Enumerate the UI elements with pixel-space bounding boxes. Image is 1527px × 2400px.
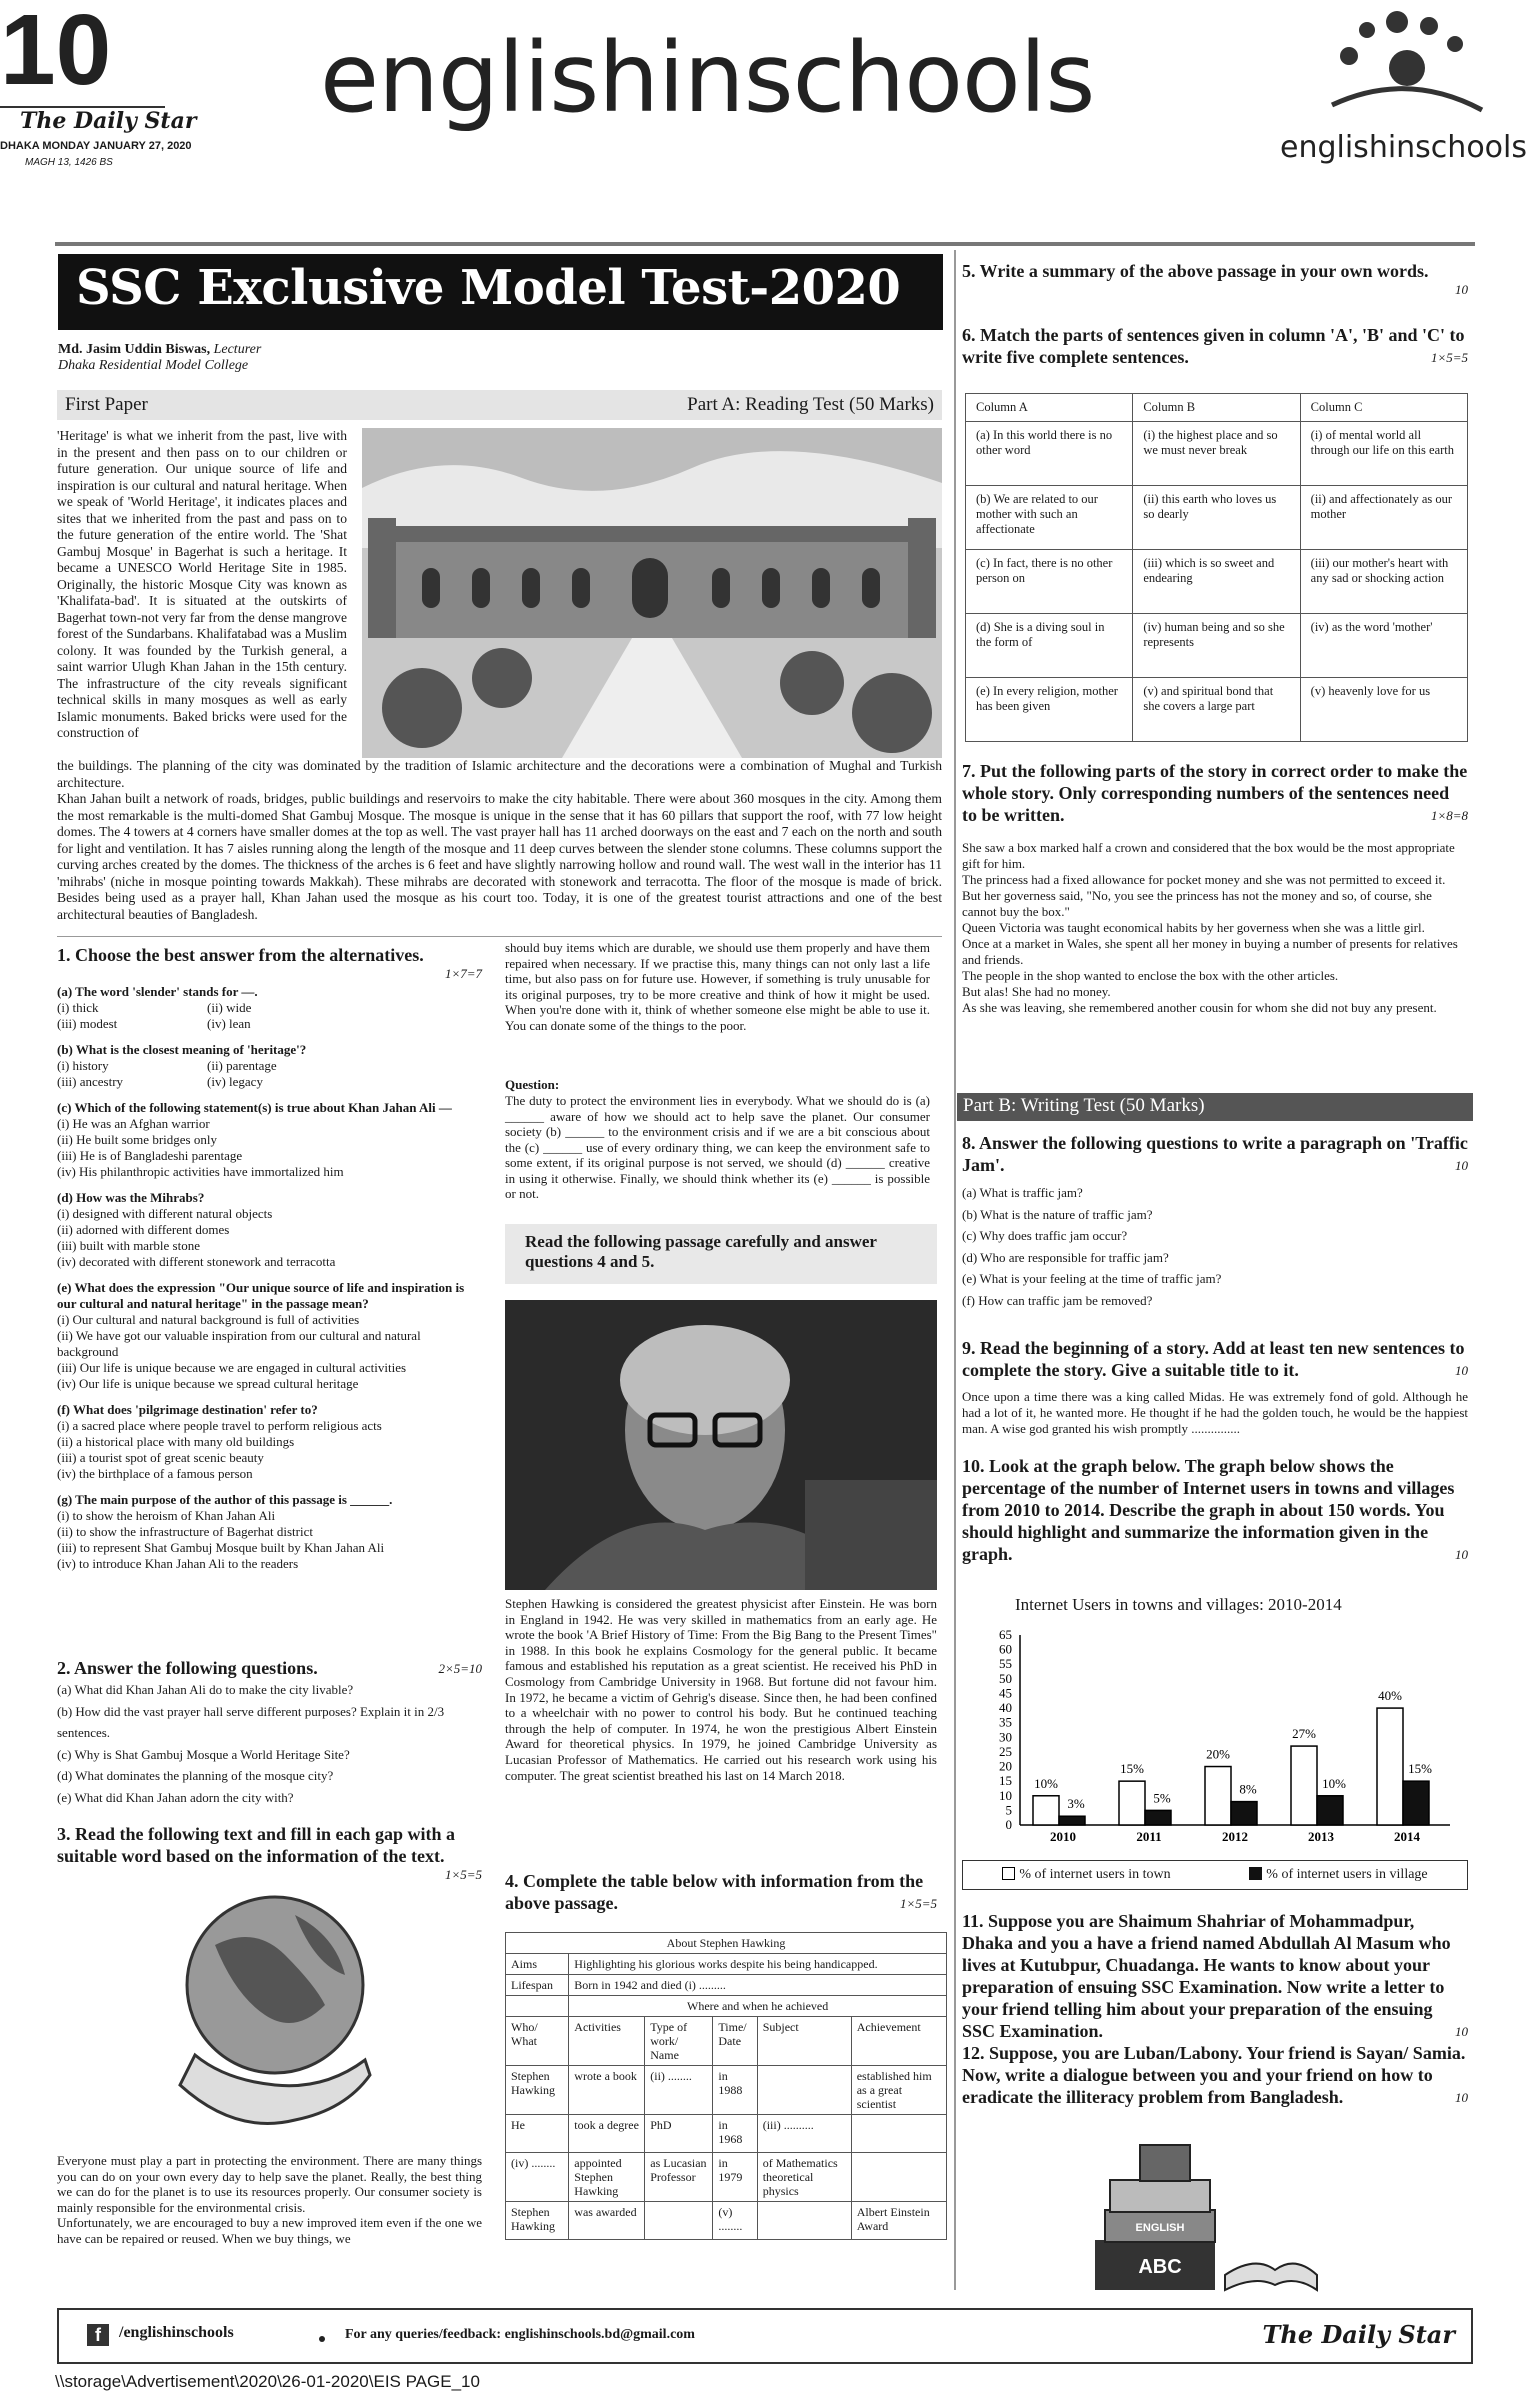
question-3 [57,1823,482,1883]
q6-marks: 1×5=5 [1430,350,1468,365]
bangla-date: MAGH 13, 1426 BS [25,157,113,168]
q8-item: (a) What is traffic jam? [962,1185,1083,1200]
q8-title: 8. Answer the following questions to write a paragraph on 'Traffic Jam'. [962,1133,1468,1175]
x-tick-label: 2012 [1222,1829,1248,1844]
q8-item: (f) How can traffic jam be removed? [962,1292,1153,1308]
table-header-cell: Time/ Date [713,2017,757,2066]
story-line: But alas! She had no money. [962,984,1111,999]
story-line: She saw a box marked half a crown and considered that the box would be the most appropriate gift for him. [962,840,1455,871]
bar-value-label: 15% [1408,1761,1432,1777]
mosque-photo [362,428,942,758]
bar-village [1403,1781,1429,1825]
book-label-abc: ABC [1138,2256,1182,2278]
q1-option: (ii) adorned with different domes [57,1222,230,1237]
match-cell: (i) the highest place and so we must never break [1133,422,1300,486]
q3-question-label: Question: [505,1077,560,1092]
y-tick-label: 45 [999,1685,1012,1701]
column-divider [954,250,956,2290]
q1-item [57,1280,482,1392]
match-cell: (iii) which is so sweet and endearing [1133,550,1300,614]
table-cell: was awarded [569,2202,645,2240]
passage-hawking: Stephen Hawking is considered the greatest physicist after Einstein. He was born in England in 1942. He was very skilled in mathematics from an early age. He wrote the book 'A Brief History of Time: From the Big Bang to the Present Times" in 1988. In this book he explains Cosmology for the general public. It became famous and established his reputation as a great scientist. He received his PhD in Cosmology from Cambridge University in 1968. But fortune did not favour him. In 1972, he became a victim of Gehrig's disease. Since then, he had been confined to a wheelchair with no power to control his body. But he continued teaching through the help of computer. In 1974, he won the prestigious Albert Einstein Award for theoretical physics. In 1979, he joined Cambridge University as Lucasian Professor of Mathematics. He carried out his research work using his computer. The great scientist breathed his last on 14 March 2018. [505,1596,937,1783]
table-cell: (ii) ........ [645,2066,713,2115]
bar-value-label: 15% [1120,1761,1144,1777]
q1-opts [57,1508,482,1572]
q1-question: (c) Which of the following statement(s) is true about Khan Jahan Ali — [57,1100,452,1115]
q7-title: 7. Put the following parts of the story in correct order to make the whole story. Only corresponding numbers of the sentences need to be written. [962,761,1468,825]
page-number: 10 [0,0,112,106]
q1-option: (iv) His philanthropic activities have immortalized him [57,1164,344,1179]
q1-option: (iii) to represent Shat Gambuj Mosque built by Khan Jahan Ali [57,1540,385,1555]
bar-village [1145,1810,1171,1825]
q2-item: (e) What did Khan Jahan adorn the city with? [57,1789,294,1805]
table-header-cell: Achievement [851,2017,946,2066]
lifespan-value: Born in 1942 and died (i) ......... [569,1975,947,1996]
q1-option: (ii) He built some bridges only [57,1132,217,1147]
facebook-link[interactable]: /englishinschools [119,2324,234,2341]
contact-email: For any queries/feedback: englishinschools.bd@gmail.com [345,2327,695,2342]
table-row [506,2066,947,2115]
question-1 [57,944,482,1572]
q1-option: (iv) the birthplace of a famous person [57,1466,253,1481]
q2-list [57,1679,482,1808]
q1-opts [57,1418,482,1482]
q1-option: (iii) He is of Bangladeshi parentage [57,1148,243,1163]
question-5 [962,260,1468,298]
table-body [506,2066,947,2240]
q1-option: (iv) decorated with different stonework and terracotta [57,1254,336,1269]
bar-value-label: 20% [1206,1746,1230,1762]
match-cell: (v) heavenly love for us [1300,678,1467,742]
q1-option: (i) a sacred place where people travel to perform religious acts [57,1418,382,1433]
match-body [966,422,1468,742]
y-tick-label: 25 [999,1743,1012,1759]
match-header-cell: Column A [966,394,1133,422]
table-cell: Stephen Hawking [506,2202,569,2240]
bar-value-label: 40% [1378,1688,1402,1704]
q2-item: (c) Why is Shat Gambuj Mosque a World Heritage Site? [57,1746,350,1762]
q10-marks: 10 [1455,1547,1468,1562]
table-cell: (iii) .......... [757,2115,851,2153]
q2-item: (b) How did the vast prayer hall serve different purposes? Explain it in 2/3 sentences. [57,1703,445,1740]
q1-question: (b) What is the closest meaning of 'heritage'? [57,1042,307,1057]
where-when-label: Where and when he achieved [569,1996,947,2017]
table-cell: in 1988 [713,2066,757,2115]
brand-logo-text: englishinschools [1280,130,1527,165]
table-row [506,2202,947,2240]
y-tick-label: 65 [999,1627,1012,1642]
match-header-cell: Column B [1133,394,1300,422]
q1-item [57,1100,482,1180]
match-row [966,678,1468,742]
q2-item: (d) What dominates the planning of the mosque city? [57,1768,334,1783]
x-tick-label: 2013 [1308,1829,1334,1844]
file-path: \\storage\Advertisement\2020\26-01-2020\EIS PAGE_10 [55,2372,480,2391]
table-cell: (iv) ........ [506,2153,569,2202]
q5-title: 5. Write a summary of the above passage in your own words. [962,261,1429,281]
question-10 [962,1455,1468,1563]
internet-users-chart [965,1625,1468,1844]
q1-opts [57,1312,482,1392]
bar-value-label: 5% [1153,1790,1171,1806]
q1-option: (ii) parentage [207,1058,277,1073]
bar-value-label: 8% [1239,1781,1257,1797]
book-label-english: ENGLISH [1135,2222,1185,2234]
header-rule [55,242,1475,246]
q1-question: (a) The word 'slender' stands for —. [57,984,258,999]
y-tick-label: 50 [999,1670,1012,1686]
q12-marks: 10 [1455,2090,1468,2105]
q1-opts [57,1058,482,1090]
q1-option: (iv) to introduce Khan Jahan Ali to the readers [57,1556,299,1571]
q3-text: Everyone must play a part in protecting the environment. There are many things you can do on your own every day to help save the planet. Really, the best thing we can do for the planet is to use its resources properly. Our consumer society is mainly responsible for the environmental crisis. Unfortunately, we are encouraged to buy a new improved item even if the one we have can be repaired or reused. When we buy things, we [57,2153,482,2246]
q7-marks: 1×8=8 [1430,808,1468,823]
q9-title: 9. Read the beginning of a story. Add at least ten new sentences to complete the story. Give a suitable title to it. [962,1338,1465,1380]
match-row [966,614,1468,678]
table-cell: established him as a great scientist [851,2066,946,2115]
table-cell: appointed Stephen Hawking [569,2153,645,2202]
table-cell: in 1979 [713,2153,757,2202]
y-tick-label: 20 [999,1758,1012,1774]
q1-question: (e) What does the expression "Our unique source of life and inspiration is our cultural and natural heritage" in the passage mean? [57,1280,465,1311]
x-tick-label: 2014 [1394,1829,1420,1844]
bar-town [1205,1767,1231,1825]
legend-town-label: % of internet users in town [1019,1867,1171,1882]
q1-title: 1. Choose the best answer from the alternatives. [57,945,424,965]
table-cell: He [506,2115,569,2153]
q1-opts [57,1000,482,1032]
q1-option: (i) to show the heroism of Khan Jahan Ali [57,1508,276,1523]
match-header-row [966,394,1468,422]
q1-option: (i) He was an Afghan warrior [57,1116,210,1131]
y-tick-label: 35 [999,1714,1012,1730]
y-tick-label: 0 [1005,1817,1012,1832]
q8-item: (e) What is your feeling at the time of traffic jam? [962,1271,1222,1286]
q8-list [962,1182,1468,1311]
byline [58,342,261,374]
legend-town [1002,1867,1170,1883]
footer-box [57,2308,1473,2364]
q1-option: (iii) ancestry [57,1074,124,1089]
question-7 [962,760,1468,824]
passage-heritage-full: the buildings. The planning of the city was dominated by the tradition of Islamic architecture and the decorations were a combination of Mughal and Turkish architecture. Khan Jahan built a network of roads, bridges, public buildings and reservoirs to make the city habitable. There were about 360 mosques in the city. Among them the most remarkable is the multi-domed Shat Gambuj Mosque. The mosque is unique in the sense that it has 60 pillars that support the roof, with 77 low height domes. The 4 towers at 4 corners have smaller domes at the top as well. The vast prayer hall has 11 arched doorways on the east and 7 each on the north and south for light and ventilation. It has 7 aisles running along the length of the mosque and 11 deep curves between the slender stone columns. These columns support the curving arches created by the domes. The thickness of the arches is 6 feet and have slightly narrowing hollow and round wall. The west wall in the interior has 11 'mihrabs' (niche in mosque pointing towards Makkah). These mihrabs are decorated with stonework and terracotta. The floor of the mosque is made of brick. Besides being used as a prayer hall, Khan Jahan used the mosque as his court too. Today, it is one of the greatest tourist attractions and one of the best architectural beauties of Bangladesh. [57,758,942,922]
match-row [966,486,1468,550]
y-tick-label: 5 [1005,1802,1012,1818]
match-cell: (c) In fact, there is no other person on [966,550,1133,614]
table-row [506,2153,947,2202]
q7-story-lines [962,840,1468,1016]
footer-daily-star: The Daily Star [1262,2320,1455,2349]
table-cell: in 1968 [713,2115,757,2153]
passage2-header: Read the following passage carefully and answer questions 4 and 5. [505,1224,937,1284]
q3-text-continued: should buy items which are durable, we should use them properly and have them repaired when necessary. If we practise this, many things can not only last a life time, but also pass on for future use. However, if something is truly unusable for its original purposes, try to be more creative and think of how it might be used. When you're done with it, think of whether someone else might be able to use it. You can donate some of the things to the poor. [505,940,930,1033]
q5-marks: 10 [1455,282,1468,297]
q1-option: (ii) We have got our valuable inspiration from our cultural and natural background [57,1328,421,1359]
q2-title: 2. Answer the following questions. [57,1658,318,1678]
books-illustration [1085,2125,1320,2295]
x-tick-label: 2010 [1050,1829,1076,1844]
table-caption: About Stephen Hawking [506,1933,947,1954]
q1-question: (g) The main purpose of the author of this passage is ______. [57,1492,393,1507]
match-cell: (b) We are related to our mother with such an affectionate [966,486,1133,550]
q1-option: (iv) legacy [207,1074,263,1089]
bar-value-label: 3% [1067,1796,1085,1812]
table-cell: Albert Einstein Award [851,2202,946,2240]
facebook-icon: f [87,2324,109,2346]
match-cell: (i) of mental world all through our life on this earth [1300,422,1467,486]
match-row [966,550,1468,614]
match-table [965,393,1468,742]
chart-title: Internet Users in towns and villages: 2010-2014 [1015,1595,1342,1614]
brand-title: englishinschools [320,22,1095,134]
story-line: Queen Victoria was taught economical habits by her governess when she was a little girl. [962,920,1425,935]
q9-marks: 10 [1455,1363,1468,1378]
table-header-cell: Type of work/ Name [645,2017,713,2066]
q1-option: (i) history [57,1058,109,1073]
passage-heritage-wrap: 'Heritage' is what we inherit from the past, live with in the present and then pass on to our children or future generation. Our unique source of life and inspiration is our cultural and natural heritage. When we speak of 'World Heritage', it indicates places and sites that we inherited from the past and pass on to the future generation of the entire world. The 'Shat Gambuj Mosque' in Bagerhat is such a heritage. It became a UNESCO World Heritage Site in 1985. Originally, the historic Mosque City was known as 'Khalifata-bad'. It is situated at the outskirts of Bagerhat town-not very far from the dense mangrove forest of the Sundarbans. Khalifatabad was a Muslim colony. It was founded by the Turkish general, a saint warrior Ulugh Khan Jahan in the 15th century. The infrastructure of the city reveals significant technical skills in many mosques as well as early Islamic monuments. Baked bricks were used for the construction of [57,428,347,740]
question-6 [962,324,1468,366]
q11-marks: 10 [1455,2024,1468,2039]
q1-option: (i) Our cultural and natural background is full of activities [57,1312,360,1327]
q1-option: (iv) Our life is unique because we spread cultural heritage [57,1376,359,1391]
question-4 [505,1870,937,1912]
table-cell [645,2202,713,2240]
table-header-cell: Subject [757,2017,851,2066]
aims-label: Aims [506,1954,569,1975]
y-tick-label: 60 [999,1641,1012,1657]
q1-opts [57,1206,482,1270]
match-cell: (a) In this world there is no other word [966,422,1133,486]
table-header-row [506,2017,947,2066]
table-cell: wrote a book [569,2066,645,2115]
q2-item: (a) What did Khan Jahan Ali do to make the city livable? [57,1682,354,1697]
bar-town [1377,1708,1403,1825]
q12-title: 12. Suppose, you are Luban/Labony. Your friend is Sayan/ Samia. Now, write a dialogue between you and your friend on how to eradicate the illiteracy problem from Bangladesh. [962,2043,1466,2107]
bar-town [1119,1781,1145,1825]
author-title: Lecturer [213,342,262,357]
question-12 [962,2042,1468,2106]
table-cell: (v) ........ [713,2202,757,2240]
q4-title: 4. Complete the table below with information from the above passage. [505,1871,924,1913]
legend-town-swatch [1002,1867,1015,1880]
question-9 [962,1337,1468,1437]
q9-text: Once upon a time there was a king called Midas. He was extremely fond of gold. Although he had a lot of it, he wanted more. He thought if he had the golden touch, he would be the happiest man. A wise god granted his wish promptly ............... [962,1389,1468,1436]
masthead [0,0,1527,180]
q6-title: 6. Match the parts of sentences given in column 'A', 'B' and 'C' to write five complete sentences. [962,325,1465,367]
q1-question: (d) How was the Mihrabs? [57,1190,205,1205]
y-tick-label: 30 [999,1729,1012,1745]
match-cell: (ii) this earth who loves us so dearly [1133,486,1300,550]
q1-option: (iii) modest [57,1016,118,1031]
bar-value-label: 27% [1292,1726,1316,1742]
table-cell: of Mathematics theoretical physics [757,2153,851,2202]
match-cell: (v) and spiritual bond that she covers a large part [1133,678,1300,742]
q1-option: (iii) built with marble stone [57,1238,200,1253]
question-2 [57,1657,482,1808]
q1-item [57,1402,482,1482]
bar-village [1059,1816,1085,1825]
q1-item [57,1042,482,1090]
table-cell [757,2202,851,2240]
q8-marks: 10 [1455,1158,1468,1173]
bullet-icon [319,2336,325,2342]
match-cell: (d) She is a diving soul in the form of [966,614,1133,678]
q1-opts [57,1116,482,1180]
q3-title: 3. Read the following text and fill in each gap with a suitable word based on the information of the text. [57,1824,456,1866]
match-cell: (iv) human being and so she represents [1133,614,1300,678]
story-line: But her governess said, "No, you see the princess has not the money and so, of course, she cannot buy the box." [962,888,1432,919]
table-header-cell: Activities [569,2017,645,2066]
q1-options [57,984,482,1572]
aims-value: Highlighting his glorious works despite his being handicapped. [569,1954,947,1975]
match-header-cell: Column C [1300,394,1467,422]
y-tick-label: 55 [999,1656,1012,1672]
question-8 [962,1132,1468,1311]
table-cell [851,2153,946,2202]
table-cell: Stephen Hawking [506,2066,569,2115]
q8-item: (b) What is the nature of traffic jam? [962,1206,1153,1222]
table-row [506,2115,947,2153]
issue-date: DHAKA MONDAY JANUARY 27, 2020 [0,140,192,152]
x-tick-label: 2011 [1136,1829,1162,1844]
q11-title: 11. Suppose you are Shaimum Shahriar of Mohammadpur, Dhaka and you a have a friend named Abdullah Al Masum who lives at Kutubpur, Chuadanga. He wants to know about your preparation of ensuing SSC Examination. Now write a letter to your friend telling him about your preparation of the ensuing SSC Examination. [962,1911,1451,2041]
daily-star-logo: The Daily Star [20,108,197,134]
empty-cell [506,1996,569,2017]
legend-village-swatch [1249,1867,1262,1880]
globe-hand-illustration [175,1885,375,2150]
y-tick-label: 15 [999,1773,1012,1789]
author-name: Md. Jasim Uddin Biswas, [58,342,211,357]
story-line: As she was leaving, she remembered another cousin for whom she did not buy any present. [962,1000,1437,1015]
table-header-cell: Who/ What [506,2017,569,2066]
q8-item: (d) Who are responsible for traffic jam? [962,1249,1169,1265]
table-cell: as Lucasian Professor [645,2153,713,2202]
lifespan-label: Lifespan [506,1975,569,1996]
bar-town [1033,1796,1059,1825]
y-tick-label: 10 [999,1787,1012,1803]
bar-village [1231,1802,1257,1825]
chart-legend [962,1860,1468,1890]
section-rule [57,936,942,937]
q1-option: (i) thick [57,1000,99,1015]
part-b-bar: Part B: Writing Test (50 Marks) [957,1093,1473,1121]
q1-question: (f) What does 'pilgrimage destination' refer to? [57,1402,318,1417]
brand-logo-icon [1327,10,1487,130]
hawking-table [505,1932,947,2240]
q1-option: (ii) to show the infrastructure of Bagerhat district [57,1524,313,1539]
hawking-photo [505,1300,937,1590]
q4-marks: 1×5=5 [899,1896,937,1911]
q3-question: The duty to protect the environment lies in everybody. What we should do is (a) ______ aware of how we should act to help save the planet. Our consumer society (b) ______ to the environment crisis and if we are a bit conscious about the (c) ______ use of every ordinary thing, we can keep the environment safe to some extent, if its original purpose is not served, we should (d) ______ creative in using it otherwise. Finally, we should think whether its (e) ______ is possible or not. [505,1093,930,1201]
q1-option: (i) designed with different natural objects [57,1206,273,1221]
q1-item [57,984,482,1032]
q1-marks: 1×7=7 [444,966,482,981]
q10-title: 10. Look at the graph below. The graph below shows the percentage of the number of Internet users in towns and villages from 2010 to 2014. Describe the graph in about 150 words. You should highlight and summarize the information given in the graph. [962,1456,1455,1564]
q1-option: (iv) lean [207,1016,251,1031]
table-cell: took a degree [569,2115,645,2153]
story-line: Once at a market in Wales, she spent all her money in buying a number of presents for relatives and friends. [962,936,1458,967]
story-line: The princess had a fixed allowance for pocket money and she was not permitted to exceed it. [962,872,1446,887]
first-paper-label: First Paper [65,394,148,415]
match-row [966,422,1468,486]
match-cell: (iv) as the word 'mother' [1300,614,1467,678]
match-cell: (iii) our mother's heart with any sad or shocking action [1300,550,1467,614]
legend-village-label: % of internet users in village [1266,1867,1428,1882]
table-cell [851,2115,946,2153]
q1-item [57,1190,482,1270]
q1-option: (ii) a historical place with many old buildings [57,1434,295,1449]
test-banner: SSC Exclusive Model Test-2020 [58,254,943,330]
match-cell: (ii) and affectionately as our mother [1300,486,1467,550]
q3-marks: 1×5=5 [444,1867,482,1882]
bar-village [1317,1796,1343,1825]
bar-value-label: 10% [1034,1775,1058,1791]
bar-town [1291,1746,1317,1825]
q1-option: (iii) Our life is unique because we are engaged in cultural activities [57,1360,407,1375]
table-cell: PhD [645,2115,713,2153]
table-cell [757,2066,851,2115]
q1-option: (iii) a tourist spot of great scenic beauty [57,1450,264,1465]
question-11 [962,1910,1468,2040]
q1-item [57,1492,482,1572]
bar-value-label: 10% [1322,1775,1346,1791]
author-inst: Dhaka Residential Model College [58,358,249,373]
q1-option: (ii) wide [207,1000,252,1015]
match-cell: (e) In every religion, mother has been given [966,678,1133,742]
q8-item: (c) Why does traffic jam occur? [962,1228,1128,1243]
legend-village [1249,1867,1427,1883]
q2-marks: 2×5=10 [438,1661,482,1676]
part-a-label: Part A: Reading Test (50 Marks) [687,394,934,415]
part-a-bar [57,390,942,420]
y-tick-label: 40 [999,1700,1012,1716]
story-line: The people in the shop wanted to enclose the box with the other articles. [962,968,1339,983]
